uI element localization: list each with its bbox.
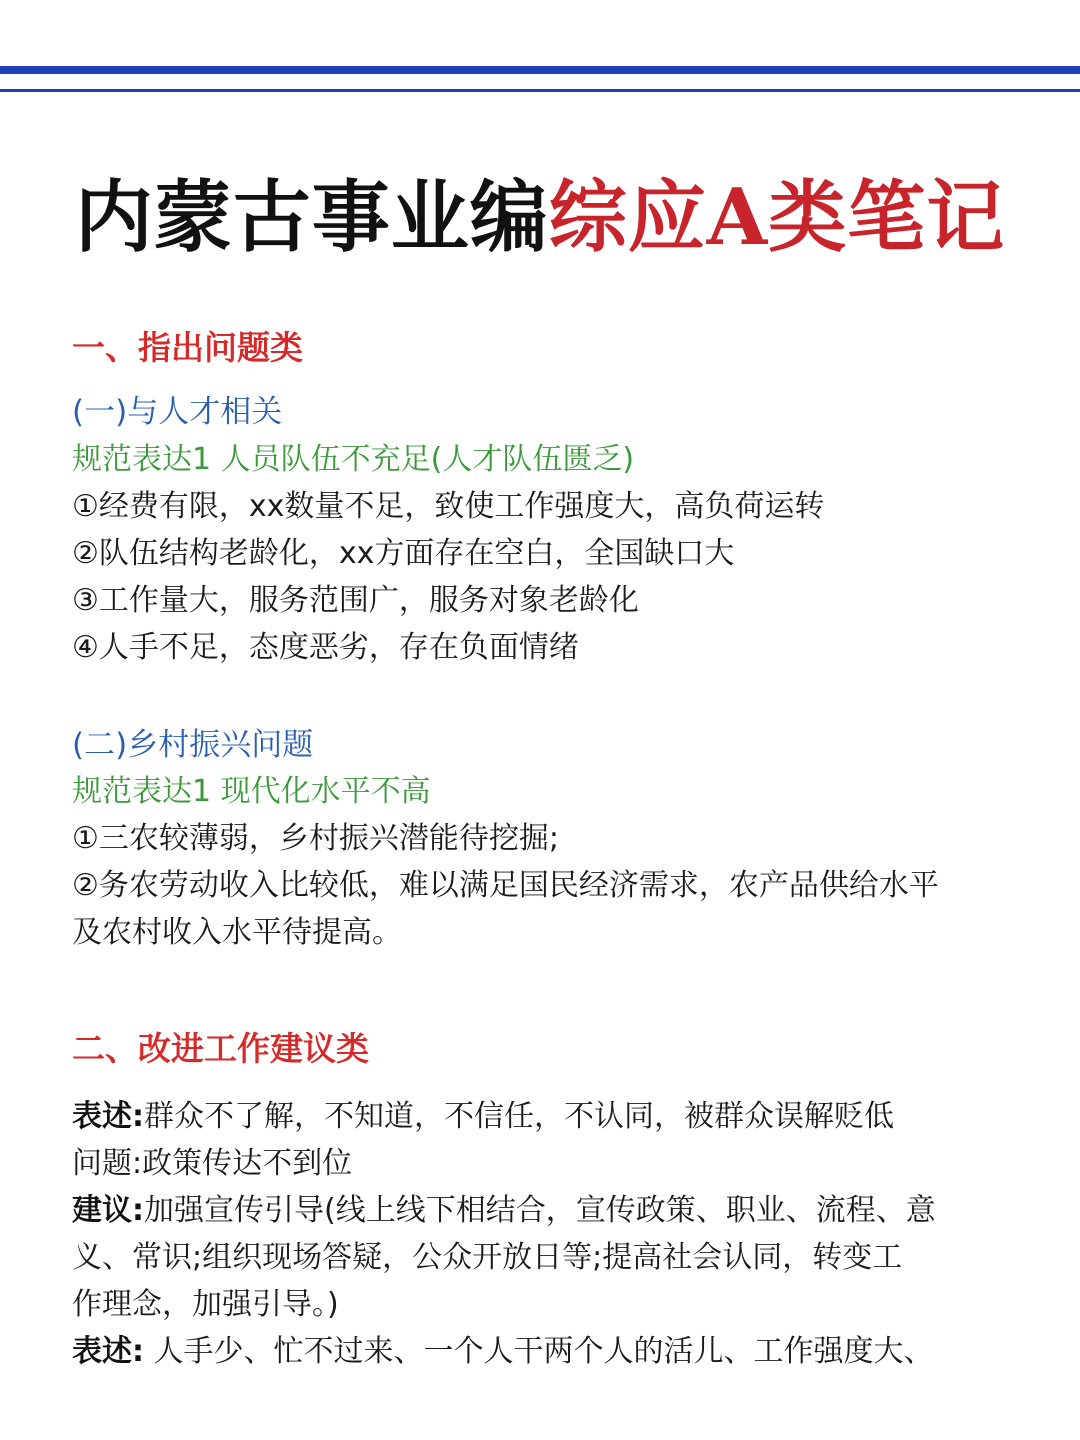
top-rule-thick: [0, 66, 1080, 74]
section1-sub2-heading: (二)乡村振兴问题: [72, 727, 314, 763]
section2-entry-3-cont-1: [72, 1238, 902, 1278]
entry-label: 表述:: [72, 1334, 144, 1369]
page-title: [0, 168, 1080, 268]
entry-label: 表述:: [72, 1099, 144, 1134]
section1-heading: 一、指出问题类: [72, 328, 303, 367]
section1-sub2-item-2: ②务农劳动收入比较低，难以满足国民经济需求，农产品供给水平: [72, 868, 939, 903]
section2-entry-4: [72, 1332, 934, 1372]
entry-text: 人手少、忙不过来、一个人干两个人的活儿、工作强度大、: [144, 1334, 934, 1369]
section2-entry-3-cont-2: [72, 1285, 339, 1325]
section2-entry-3: [72, 1191, 936, 1231]
section1-sub1-expression: 规范表达1 人员队伍不充足(人才队伍匮乏): [72, 442, 635, 477]
section2-heading: 二、改进工作建议类: [72, 1029, 369, 1068]
page-title-black: 内蒙古事业编: [74, 172, 549, 263]
entry-label: 问题:: [72, 1146, 143, 1181]
section1-sub2-item-2-cont: 及农村收入水平待提高。: [72, 915, 402, 950]
top-rule-thin: [0, 89, 1080, 92]
section1-sub2-item-1: ①三农较薄弱，乡村振兴潜能待挖掘;: [72, 821, 560, 856]
section2-entry-1: [72, 1097, 894, 1137]
section1-sub1-item-1: ①经费有限，xx数量不足，致使工作强度大，高负荷运转: [72, 489, 825, 524]
entry-text: 群众不了解，不知道，不信任，不认同，被群众误解贬低: [144, 1099, 894, 1134]
section1-sub1-item-3: ③工作量大，服务范围广，服务对象老龄化: [72, 583, 639, 618]
entry-text: 义、常识;组织现场答疑，公众开放日等;提高社会认同，转变工: [72, 1240, 903, 1275]
section2-entry-2: [72, 1144, 352, 1184]
section1-sub1-item-4: ④人手不足，态度恶劣，存在负面情绪: [72, 630, 579, 665]
entry-label: 建议:: [72, 1193, 144, 1228]
section1-sub1-heading: (一)与人才相关: [72, 394, 283, 430]
entry-text: 加强宣传引导(线上线下相结合，宣传政策、职业、流程、意: [144, 1193, 936, 1228]
section1-sub2-expression: 规范表达1 现代化水平不高: [72, 774, 431, 809]
page-title-red: 综应A类笔记: [548, 172, 1006, 263]
entry-text: 作理念，加强引导。): [72, 1287, 339, 1322]
entry-text: 政策传达不到位: [142, 1146, 353, 1181]
section1-sub1-item-2: ②队伍结构老龄化，xx方面存在空白，全国缺口大: [72, 536, 735, 571]
